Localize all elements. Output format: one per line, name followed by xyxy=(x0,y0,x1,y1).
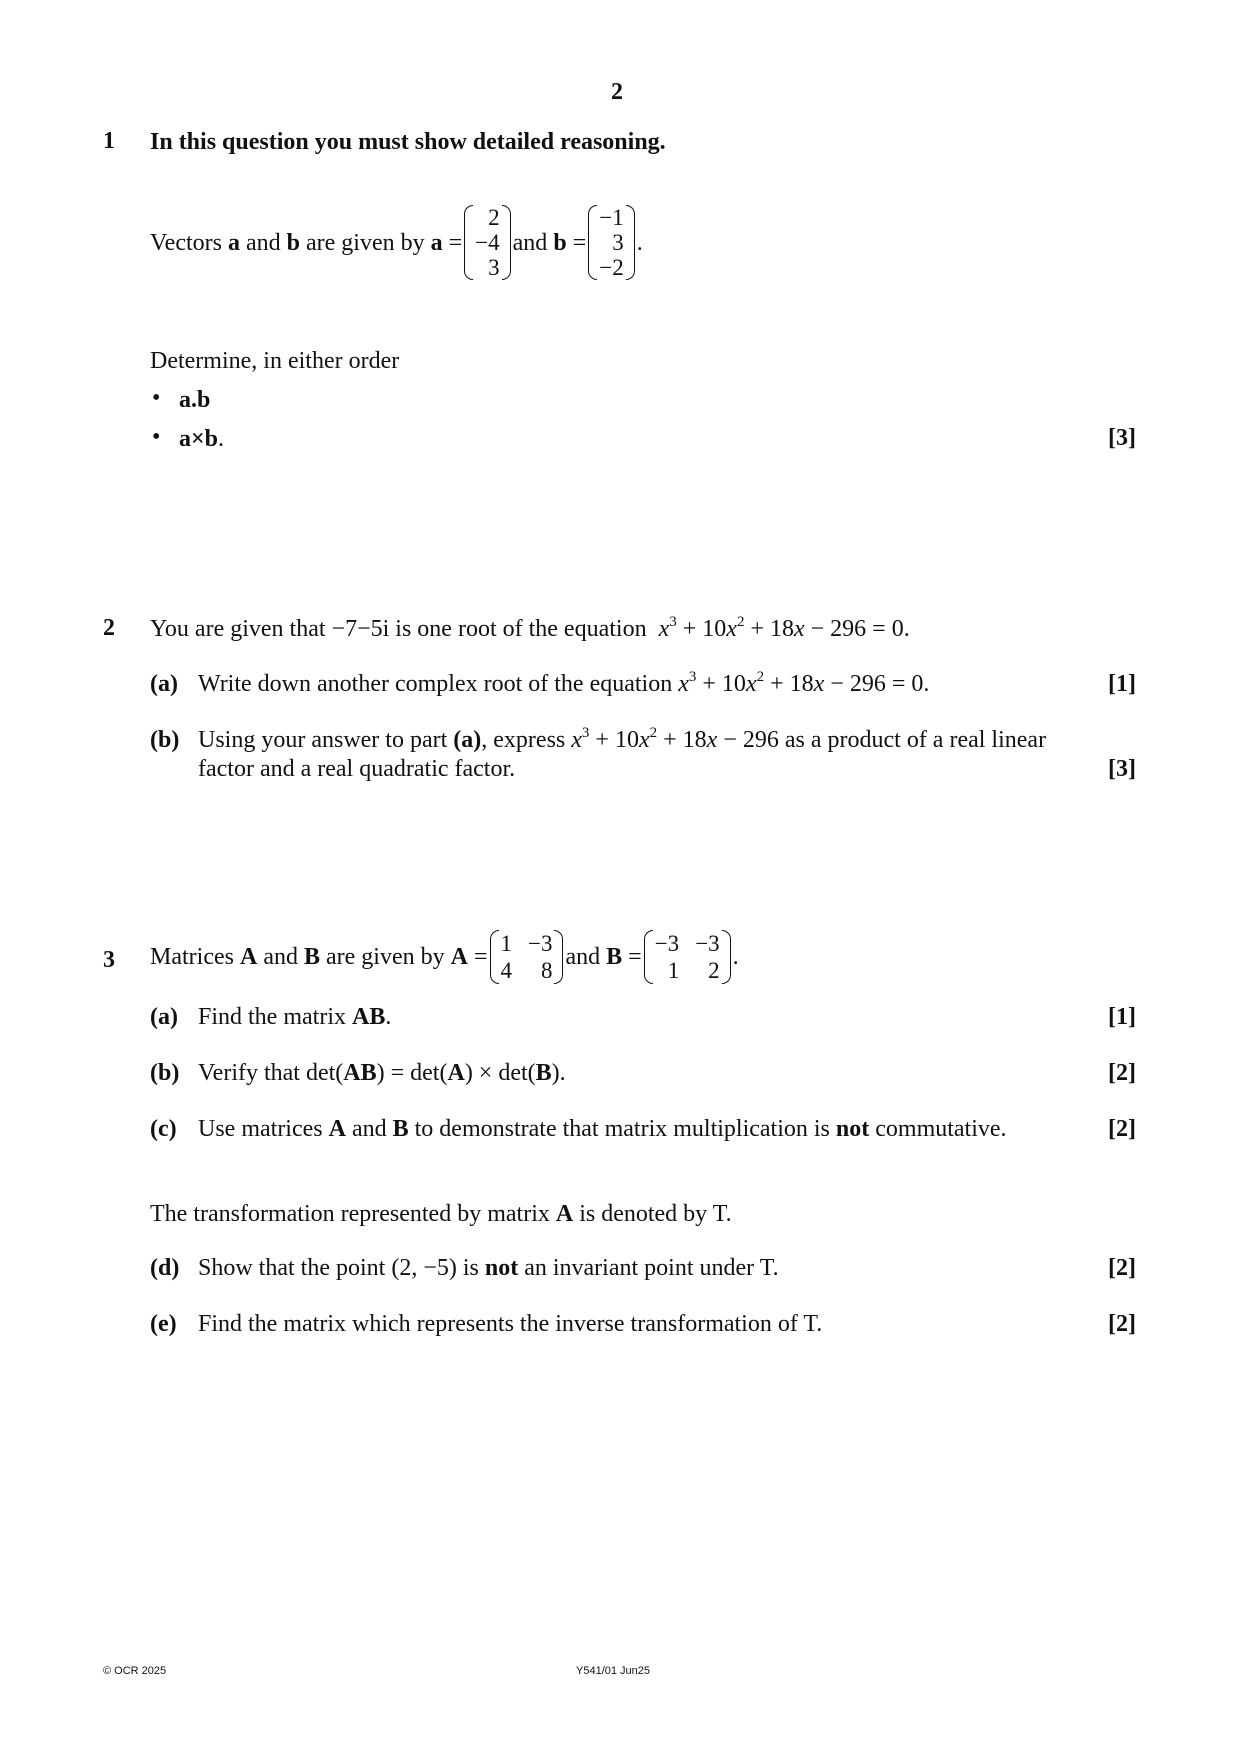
q3-stem-prefix: Matrices xyxy=(150,944,234,970)
q3-transform-text2: is denoted by T. xyxy=(579,1201,732,1227)
footer-copyright: © OCR 2025 xyxy=(103,1665,167,1677)
matrix-A-21: 4 xyxy=(500,958,512,983)
question-3c-marks: [2] xyxy=(1108,1116,1136,1142)
q1-intro-prefix: Vectors xyxy=(150,229,222,256)
question-3d-text xyxy=(198,1255,779,1282)
q2a-eq-term3: + 18 xyxy=(770,671,814,697)
q2a-text: Write down another complex root of the equation xyxy=(198,671,673,697)
vector-a-entry-3: 3 xyxy=(488,255,500,280)
q1-and-word-2: and xyxy=(512,229,548,256)
q1-vec-a-name-2: a xyxy=(430,229,443,256)
matrix-A-12: −3 xyxy=(528,931,553,956)
vector-a-entry-2: −4 xyxy=(475,230,500,255)
matrix-A-11: 1 xyxy=(500,931,512,956)
question-1-number: 1 xyxy=(103,128,115,154)
q2a-eq-exp2: 2 xyxy=(756,669,765,685)
question-3b-marks: [2] xyxy=(1108,1060,1136,1086)
bullet-2-dot: • xyxy=(152,424,161,450)
q3-transform-A: A xyxy=(555,1201,574,1227)
q3-given-by: are given by xyxy=(325,944,445,970)
q2a-eq-x3: x xyxy=(813,671,825,697)
bullet-1-text: a.b xyxy=(179,387,211,413)
q2-eq-x: x xyxy=(658,616,670,642)
q3d-text1: Show that the point (2, −5) is xyxy=(198,1255,479,1281)
q1-equals-a: = xyxy=(448,229,463,256)
question-3b-label: (b) xyxy=(150,1060,180,1086)
bullet-2-text: a×b xyxy=(179,426,219,452)
q1-and-word: and xyxy=(245,229,281,256)
q3b-mid1: ) = det( xyxy=(376,1060,448,1086)
question-2b-marks: [3] xyxy=(1108,756,1136,782)
question-3-transformation-text xyxy=(150,1200,732,1228)
q2b-eq-exp3: 3 xyxy=(581,725,590,741)
q3-B: B xyxy=(303,944,320,970)
q2-eq-term3: + 18 xyxy=(750,616,794,642)
question-1-determine: Determine, in either order xyxy=(150,348,400,374)
q1-vec-a-name: a xyxy=(227,229,240,256)
q3-A: A xyxy=(239,944,258,970)
q3b-ab: AB xyxy=(343,1060,377,1086)
q2b-eq-x2: x xyxy=(638,727,650,753)
q3a-text: Find the matrix xyxy=(198,1004,346,1030)
q3d-not: not xyxy=(484,1255,519,1281)
q2a-eq-term4: − 296 = 0. xyxy=(830,671,930,697)
q2a-eq-term2: + 10 xyxy=(702,671,746,697)
q3a-bold: AB xyxy=(351,1004,386,1030)
q2-root: −7−5i xyxy=(331,616,390,642)
q3c-A: A xyxy=(328,1116,346,1142)
q3d-text2: an invariant point under T. xyxy=(524,1255,779,1281)
question-3a-text xyxy=(198,1004,391,1031)
question-3a-label: (a) xyxy=(150,1004,178,1030)
q3c-B: B xyxy=(392,1116,409,1142)
q3a-end: . xyxy=(385,1004,392,1030)
q3b-text: Verify that det( xyxy=(198,1060,344,1086)
matrix-B xyxy=(644,930,731,984)
question-1-vectors-line xyxy=(150,205,643,280)
matrix-A-22: 8 xyxy=(540,958,553,983)
footer-paper-code: Y541/01 Jun25 xyxy=(576,1665,651,1677)
matrix-B-21: 1 xyxy=(667,958,680,983)
q1-given-by: are given by xyxy=(306,229,425,256)
q3c-not: not xyxy=(835,1116,870,1142)
vector-b-entry-2: 3 xyxy=(612,230,624,255)
q3-equals-A: = xyxy=(473,944,488,970)
matrix-A xyxy=(490,930,564,984)
q2b-eq-term2: + 10 xyxy=(595,727,639,753)
q2-eq-term4: − 296 = 0. xyxy=(810,616,910,642)
q3c-text1: Use matrices xyxy=(198,1116,323,1142)
q2a-eq-x2: x xyxy=(745,671,757,697)
bullet-1-dot: • xyxy=(152,385,161,411)
q2-eq-x2: x xyxy=(726,616,737,642)
bullet-2-end: . xyxy=(218,426,225,452)
question-1-instruction: In this question you must show detailed reasoning. xyxy=(150,129,666,155)
question-2a-text xyxy=(198,671,929,698)
q3c-and: and xyxy=(351,1116,387,1142)
q3b-a: A xyxy=(447,1060,465,1086)
q2b-eq-x3: x xyxy=(706,727,718,753)
question-3c-label: (c) xyxy=(150,1116,177,1142)
question-3-number: 3 xyxy=(103,947,115,973)
page-number: 2 xyxy=(611,79,623,105)
question-3a-marks: [1] xyxy=(1108,1004,1136,1030)
vector-b-entry-3: −2 xyxy=(599,255,624,280)
q2b-ref: (a) xyxy=(453,727,482,753)
q3b-end: ). xyxy=(551,1060,566,1086)
matrix-B-11: −3 xyxy=(654,931,680,956)
question-3e-text: Find the matrix which represents the inverse transformation of T. xyxy=(198,1311,823,1337)
q3-and-2: and xyxy=(565,944,601,970)
vector-a xyxy=(464,205,510,280)
q2-eq-exp3: 3 xyxy=(669,614,677,630)
vector-b xyxy=(588,205,634,280)
q3-B-2: B xyxy=(606,944,623,970)
vector-a-entry-1: 2 xyxy=(488,205,500,230)
question-3d-marks: [2] xyxy=(1108,1255,1136,1281)
q2b-text1: Using your answer to part xyxy=(198,727,448,753)
q2-eq-x3: x xyxy=(793,616,805,642)
q3b-mid2: ) × det( xyxy=(464,1060,536,1086)
question-2-number: 2 xyxy=(103,615,115,641)
q3-period: . xyxy=(732,944,739,970)
q1-equals-b: = xyxy=(572,229,587,256)
q2b-eq-term4: − 296 xyxy=(723,727,779,753)
question-2a-label: (a) xyxy=(150,671,178,697)
matrix-B-22: 2 xyxy=(708,958,720,983)
q3-transform-text1: The transformation represented by matrix xyxy=(150,1201,550,1227)
question-3-stem xyxy=(150,930,739,984)
q2a-eq-exp3: 3 xyxy=(688,669,697,685)
q1-vec-b-name-2: b xyxy=(553,229,567,256)
question-2b-label: (b) xyxy=(150,727,180,753)
q3-and: and xyxy=(263,944,298,970)
q2b-text2: , express xyxy=(481,727,566,753)
q2-stem-prefix: You are given that xyxy=(150,616,326,642)
q1-vec-b-name: b xyxy=(286,229,300,256)
q2b-text3: as a product of a real linear xyxy=(784,727,1047,753)
question-3c-text xyxy=(198,1116,1007,1143)
q1-period: . xyxy=(636,229,643,256)
q3-A-2: A xyxy=(450,944,468,970)
q3-equals-B: = xyxy=(628,944,642,970)
question-3d-label: (d) xyxy=(150,1255,180,1281)
question-2b-line1 xyxy=(198,727,1046,754)
q3b-b: B xyxy=(535,1060,552,1086)
q2-stem-mid: is one root of the equation xyxy=(395,616,647,642)
q3c-text3: commutative. xyxy=(875,1116,1007,1142)
q2b-eq-term3: + 18 xyxy=(663,727,707,753)
question-3b-text xyxy=(198,1060,566,1087)
bullet-2-line xyxy=(179,425,224,453)
q3c-text2: to demonstrate that matrix multiplication is xyxy=(414,1116,830,1142)
question-2b-line2: factor and a real quadratic factor. xyxy=(198,756,516,782)
matrix-B-12: −3 xyxy=(695,931,720,956)
question-2-stem xyxy=(150,615,910,643)
q2b-eq-x: x xyxy=(571,727,582,753)
q2-eq-exp2: 2 xyxy=(736,614,745,630)
question-3e-label: (e) xyxy=(150,1311,177,1337)
vector-b-entry-1: −1 xyxy=(599,205,624,230)
q2-eq-term2: + 10 xyxy=(682,616,727,642)
question-1-marks: [3] xyxy=(1108,425,1136,451)
question-3e-marks: [2] xyxy=(1108,1311,1136,1337)
q2b-eq-exp2: 2 xyxy=(649,725,658,741)
question-2a-marks: [1] xyxy=(1108,671,1136,697)
q2a-eq-x: x xyxy=(678,671,689,697)
